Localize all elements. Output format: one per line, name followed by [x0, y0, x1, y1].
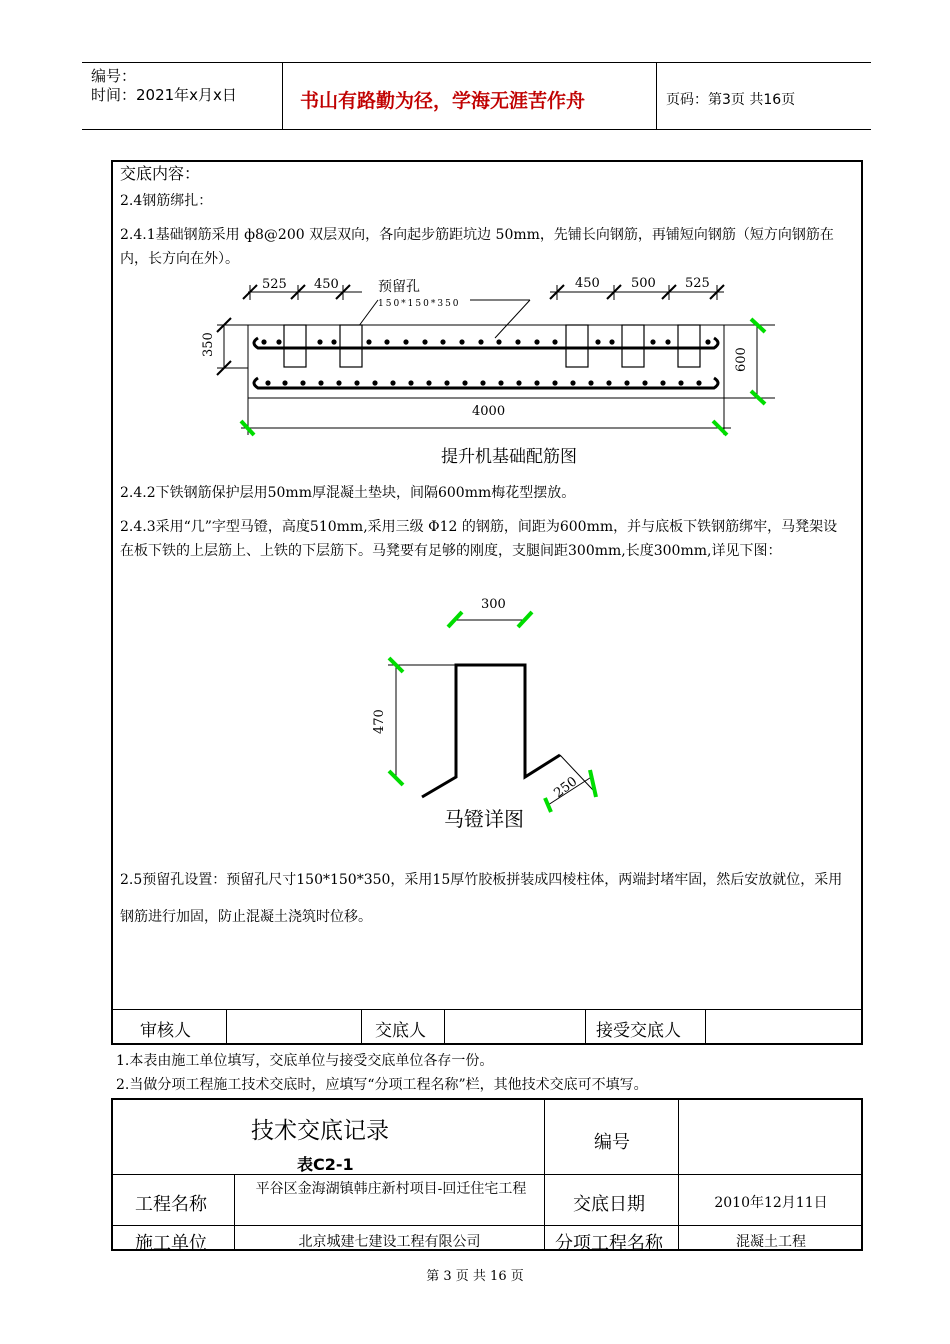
dim-4000: 4000 — [472, 404, 506, 419]
dim-450-right: 450 — [575, 276, 600, 291]
header-motto: 书山有路勤为径，学海无涯苦作舟 — [300, 90, 586, 112]
content-heading: 交底内容： — [120, 164, 201, 183]
date-value: 2010年12月11日 — [714, 1195, 828, 1211]
header-page-info: 页码：第3页 共16页 — [666, 92, 796, 108]
figure1-caption: 提升机基础配筋图 — [441, 447, 577, 467]
record-title: 技术交底记录 — [251, 1118, 389, 1144]
discloser-label: 交底人 — [375, 1021, 426, 1041]
signature-divider — [585, 1009, 586, 1044]
form-number: 表C2-1 — [297, 1155, 354, 1174]
signature-divider — [361, 1009, 362, 1044]
hole-label: 预留孔 — [378, 279, 420, 295]
dim-470: 470 — [372, 709, 387, 734]
dim-525-left: 525 — [262, 277, 287, 292]
rebar-layout-diagram — [190, 268, 790, 473]
dim-350: 350 — [201, 332, 216, 357]
number-label: 编号 — [594, 1132, 630, 1153]
header-time: 时间：2021年x月x日 — [91, 86, 237, 104]
header-number: 编号： — [91, 67, 137, 85]
chair-bar-diagram — [370, 590, 620, 840]
unit-label: 施工单位 — [135, 1233, 207, 1254]
dim-250: 250 — [551, 774, 581, 802]
section-2-4-2: 2.4.2下铁钢筋保护层用50mm厚混凝土垫块，间隔600mm梅花型摆放。 — [120, 485, 576, 501]
note-2: 2.当做分项工程施工技术交底时，应填写“分项工程名称”栏，其他技术交底可不填写。 — [116, 1077, 648, 1093]
dim-300: 300 — [481, 597, 506, 612]
dim-600: 600 — [734, 347, 749, 372]
record-table — [111, 1098, 863, 1252]
dim-525-right: 525 — [685, 276, 710, 291]
note-1: 1.本表由施工单位填写，交底单位与接受交底单位各存一份。 — [116, 1053, 494, 1069]
header-divider — [282, 62, 283, 130]
header-divider — [656, 62, 657, 130]
subitem-label: 分项工程名称 — [555, 1233, 663, 1254]
dim-450-left: 450 — [314, 277, 339, 292]
subitem-value: 混凝土工程 — [736, 1234, 806, 1250]
section-2-5: 2.5预留孔设置：预留孔尺寸150*150*350，采用15厚竹胶板拼装成四棱柱体，两端封堵牢固，然后安放就位，采用钢筋进行加固，防止混凝土浇筑时位移。 — [120, 872, 843, 925]
page-footer: 第 3 页 共 16 页 — [426, 1269, 524, 1284]
signature-divider — [705, 1009, 706, 1044]
signature-row-rule — [111, 1009, 863, 1010]
section-2-4-1: 2.4.1基础钢筋采用 ф8@200 双层双向，各向起步筋距坑边 50mm，先铺长向钢筋，再铺短向钢筋（短方向钢筋在内，长方向在外）。 — [120, 227, 834, 267]
signature-divider — [226, 1009, 227, 1044]
receiver-label: 接受交底人 — [596, 1021, 681, 1041]
hole-size-label: 150*150*350 — [378, 299, 461, 309]
date-label: 交底日期 — [573, 1194, 645, 1215]
dim-500-right: 500 — [631, 276, 656, 291]
project-name-label: 工程名称 — [135, 1194, 207, 1215]
section-2-4-3: 2.4.3采用“几”字型马镫，高度510mm,采用三级 Φ12 的钢筋，间距为600mm，并与底板下铁钢筋绑牢，马凳架设在板下铁的上层筋上、上铁的下层筋下。马凳要有足够的刚度，支腿间距300mm,长度300mm,详见下图： — [120, 519, 838, 559]
figure2-caption: 马镫详图 — [444, 807, 524, 831]
signature-divider — [444, 1009, 445, 1044]
header-bottom-rule — [82, 129, 871, 130]
unit-value: 北京城建七建设工程有限公司 — [298, 1234, 481, 1250]
project-name-value: 平谷区金海湖镇韩庄新村项目-回迁住宅工程 — [255, 1181, 527, 1197]
header-top-rule — [82, 62, 871, 63]
section-2-4: 2.4钢筋绑扎： — [120, 193, 213, 209]
reviewer-label: 审核人 — [140, 1021, 191, 1041]
